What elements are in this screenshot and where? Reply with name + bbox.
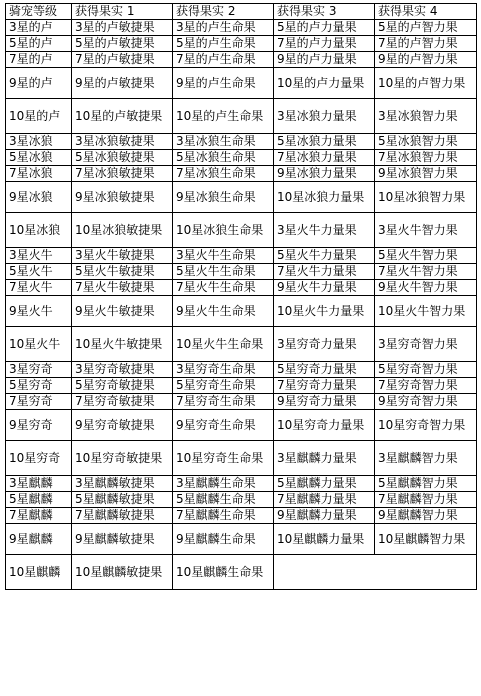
mount-level-cell: 10星穷奇 — [6, 441, 72, 476]
fruit-cell: 5星穷奇生命果 — [173, 378, 274, 394]
document-page — [5, 3, 477, 590]
table-row — [6, 280, 477, 296]
fruit-cell: 3星火牛敏捷果 — [72, 248, 173, 264]
fruit-cell: 9星麒麟智力果 — [375, 508, 477, 524]
fruit-cell: 3星麒麟力量果 — [274, 441, 375, 476]
table-row — [6, 524, 477, 555]
table-row — [6, 394, 477, 410]
table-row — [6, 150, 477, 166]
fruit-cell: 7星冰狼力量果 — [274, 150, 375, 166]
fruit-cell: 7星麒麟智力果 — [375, 492, 477, 508]
fruit-cell: 5星麒麟敏捷果 — [72, 492, 173, 508]
header-cell: 骑宠等级 — [6, 4, 72, 20]
fruit-cell: 5星的卢生命果 — [173, 36, 274, 52]
fruit-cell: 10星冰狼生命果 — [173, 213, 274, 248]
fruit-cell: 3星麒麟敏捷果 — [72, 476, 173, 492]
fruit-cell: 7星麒麟力量果 — [274, 492, 375, 508]
fruit-cell: 9星冰狼生命果 — [173, 182, 274, 213]
mount-level-cell: 9星穷奇 — [6, 410, 72, 441]
fruit-cell: 9星火牛力量果 — [274, 280, 375, 296]
fruit-cell: 9星的卢智力果 — [375, 52, 477, 68]
fruit-cell: 10星火牛力量果 — [274, 296, 375, 327]
fruit-cell: 7星穷奇敏捷果 — [72, 394, 173, 410]
fruit-cell: 5星冰狼敏捷果 — [72, 150, 173, 166]
fruit-cell: 10星的卢力量果 — [274, 68, 375, 99]
fruit-cell: 3星冰狼智力果 — [375, 99, 477, 134]
fruit-cell: 7星火牛生命果 — [173, 280, 274, 296]
fruit-cell: 7星冰狼智力果 — [375, 150, 477, 166]
mount-level-cell: 9星麒麟 — [6, 524, 72, 555]
fruit-cell: 9星穷奇敏捷果 — [72, 410, 173, 441]
fruit-cell: 5星麒麟生命果 — [173, 492, 274, 508]
fruit-cell: 7星的卢生命果 — [173, 52, 274, 68]
fruit-cell: 9星的卢生命果 — [173, 68, 274, 99]
mount-level-cell: 7星麒麟 — [6, 508, 72, 524]
mount-level-cell: 3星火牛 — [6, 248, 72, 264]
fruit-cell: 7星麒麟生命果 — [173, 508, 274, 524]
mount-level-cell: 9星的卢 — [6, 68, 72, 99]
fruit-cell: 9星麒麟生命果 — [173, 524, 274, 555]
fruit-cell: 7星火牛力量果 — [274, 264, 375, 280]
table-row — [6, 134, 477, 150]
fruit-cell: 3星穷奇敏捷果 — [72, 362, 173, 378]
fruit-cell: 9星火牛敏捷果 — [72, 296, 173, 327]
fruit-cell: 3星的卢敏捷果 — [72, 20, 173, 36]
fruit-cell: 5星火牛智力果 — [375, 248, 477, 264]
fruit-cell: 5星火牛敏捷果 — [72, 264, 173, 280]
table-row — [6, 36, 477, 52]
header-cell: 获得果实 2 — [173, 4, 274, 20]
fruit-cell: 7星麒麟敏捷果 — [72, 508, 173, 524]
fruit-cell: 3星的卢生命果 — [173, 20, 274, 36]
fruit-cell: 5星穷奇敏捷果 — [72, 378, 173, 394]
mount-level-cell: 10星的卢 — [6, 99, 72, 134]
table-row — [6, 327, 477, 362]
table-row — [6, 410, 477, 441]
table-row — [6, 264, 477, 280]
table-row — [6, 555, 477, 590]
table-row — [6, 68, 477, 99]
fruit-cell: 10星冰狼智力果 — [375, 182, 477, 213]
header-row — [6, 4, 477, 20]
fruit-cell: 9星冰狼力量果 — [274, 166, 375, 182]
fruit-cell: 5星的卢敏捷果 — [72, 36, 173, 52]
table-row — [6, 362, 477, 378]
fruit-cell: 10星火牛敏捷果 — [72, 327, 173, 362]
table-row — [6, 476, 477, 492]
fruit-cell: 10星穷奇生命果 — [173, 441, 274, 476]
fruit-cell: 5星火牛生命果 — [173, 264, 274, 280]
fruit-cell: 10星火牛生命果 — [173, 327, 274, 362]
fruit-cell: 3星火牛力量果 — [274, 213, 375, 248]
fruit-cell: 5星冰狼生命果 — [173, 150, 274, 166]
fruit-cell: 3星冰狼生命果 — [173, 134, 274, 150]
fruit-cell: 7星火牛智力果 — [375, 264, 477, 280]
fruit-cell: 10星麒麟力量果 — [274, 524, 375, 555]
table-row — [6, 182, 477, 213]
fruit-cell: 7星的卢力量果 — [274, 36, 375, 52]
mount-level-cell: 3星的卢 — [6, 20, 72, 36]
fruit-cell: 3星冰狼敏捷果 — [72, 134, 173, 150]
fruit-cell: 5星冰狼智力果 — [375, 134, 477, 150]
header-cell: 获得果实 3 — [274, 4, 375, 20]
fruit-table — [5, 3, 477, 590]
mount-level-cell: 3星穷奇 — [6, 362, 72, 378]
table-row — [6, 20, 477, 36]
fruit-cell: 7星冰狼生命果 — [173, 166, 274, 182]
fruit-cell: 7星穷奇力量果 — [274, 378, 375, 394]
fruit-cell: 9星冰狼智力果 — [375, 166, 477, 182]
mount-level-cell: 7星的卢 — [6, 52, 72, 68]
fruit-cell: 9星穷奇力量果 — [274, 394, 375, 410]
fruit-cell: 10星冰狼力量果 — [274, 182, 375, 213]
fruit-cell: 7星冰狼敏捷果 — [72, 166, 173, 182]
table-row — [6, 52, 477, 68]
fruit-cell: 5星的卢力量果 — [274, 20, 375, 36]
fruit-cell: 3星火牛智力果 — [375, 213, 477, 248]
table-row — [6, 296, 477, 327]
table-row — [6, 441, 477, 476]
fruit-cell: 3星火牛生命果 — [173, 248, 274, 264]
fruit-cell: 10星麒麟敏捷果 — [72, 555, 173, 590]
fruit-cell: 5星麒麟力量果 — [274, 476, 375, 492]
fruit-cell: 9星的卢力量果 — [274, 52, 375, 68]
fruit-cell: 10星穷奇敏捷果 — [72, 441, 173, 476]
fruit-cell: 5星火牛力量果 — [274, 248, 375, 264]
mount-level-cell: 7星穷奇 — [6, 394, 72, 410]
table-row — [6, 166, 477, 182]
fruit-cell: 10星穷奇智力果 — [375, 410, 477, 441]
fruit-cell: 5星穷奇智力果 — [375, 362, 477, 378]
fruit-cell: 7星的卢智力果 — [375, 36, 477, 52]
fruit-cell: 9星的卢敏捷果 — [72, 68, 173, 99]
mount-level-cell: 5星冰狼 — [6, 150, 72, 166]
fruit-cell: 10星穷奇力量果 — [274, 410, 375, 441]
fruit-cell: 10星麒麟生命果 — [173, 555, 274, 590]
fruit-cell: 9星火牛智力果 — [375, 280, 477, 296]
header-cell: 获得果实 4 — [375, 4, 477, 20]
fruit-cell: 7星穷奇智力果 — [375, 378, 477, 394]
fruit-cell: 9星火牛生命果 — [173, 296, 274, 327]
fruit-cell: 5星穷奇力量果 — [274, 362, 375, 378]
mount-level-cell: 10星火牛 — [6, 327, 72, 362]
fruit-cell: 10星火牛智力果 — [375, 296, 477, 327]
mount-level-cell: 7星火牛 — [6, 280, 72, 296]
fruit-cell: 10星的卢敏捷果 — [72, 99, 173, 134]
fruit-cell: 9星冰狼敏捷果 — [72, 182, 173, 213]
mount-level-cell: 5星的卢 — [6, 36, 72, 52]
mount-level-cell: 10星冰狼 — [6, 213, 72, 248]
fruit-cell: 3星冰狼力量果 — [274, 99, 375, 134]
fruit-cell: 7星的卢敏捷果 — [72, 52, 173, 68]
fruit-cell: 3星穷奇智力果 — [375, 327, 477, 362]
fruit-cell: 5星麒麟智力果 — [375, 476, 477, 492]
fruit-cell: 5星冰狼力量果 — [274, 134, 375, 150]
empty-cell — [274, 555, 477, 590]
fruit-cell: 7星火牛敏捷果 — [72, 280, 173, 296]
mount-level-cell: 10星麒麟 — [6, 555, 72, 590]
fruit-cell: 3星麒麟生命果 — [173, 476, 274, 492]
mount-level-cell: 9星火牛 — [6, 296, 72, 327]
mount-level-cell: 3星麒麟 — [6, 476, 72, 492]
header-cell: 获得果实 1 — [72, 4, 173, 20]
fruit-cell: 7星穷奇生命果 — [173, 394, 274, 410]
table-row — [6, 99, 477, 134]
fruit-cell: 9星麒麟力量果 — [274, 508, 375, 524]
fruit-cell: 9星麒麟敏捷果 — [72, 524, 173, 555]
mount-level-cell: 5星穷奇 — [6, 378, 72, 394]
fruit-cell: 3星穷奇生命果 — [173, 362, 274, 378]
fruit-cell: 10星的卢智力果 — [375, 68, 477, 99]
fruit-cell: 3星穷奇力量果 — [274, 327, 375, 362]
mount-level-cell: 3星冰狼 — [6, 134, 72, 150]
fruit-cell: 10星麒麟智力果 — [375, 524, 477, 555]
fruit-cell: 5星的卢智力果 — [375, 20, 477, 36]
table-row — [6, 248, 477, 264]
fruit-cell: 10星冰狼敏捷果 — [72, 213, 173, 248]
fruit-cell: 10星的卢生命果 — [173, 99, 274, 134]
table-row — [6, 378, 477, 394]
mount-level-cell: 7星冰狼 — [6, 166, 72, 182]
table-row — [6, 508, 477, 524]
table-row — [6, 492, 477, 508]
fruit-cell: 9星穷奇生命果 — [173, 410, 274, 441]
table-row — [6, 213, 477, 248]
fruit-cell: 9星穷奇智力果 — [375, 394, 477, 410]
mount-level-cell: 5星火牛 — [6, 264, 72, 280]
mount-level-cell: 9星冰狼 — [6, 182, 72, 213]
fruit-cell: 3星麒麟智力果 — [375, 441, 477, 476]
mount-level-cell: 5星麒麟 — [6, 492, 72, 508]
